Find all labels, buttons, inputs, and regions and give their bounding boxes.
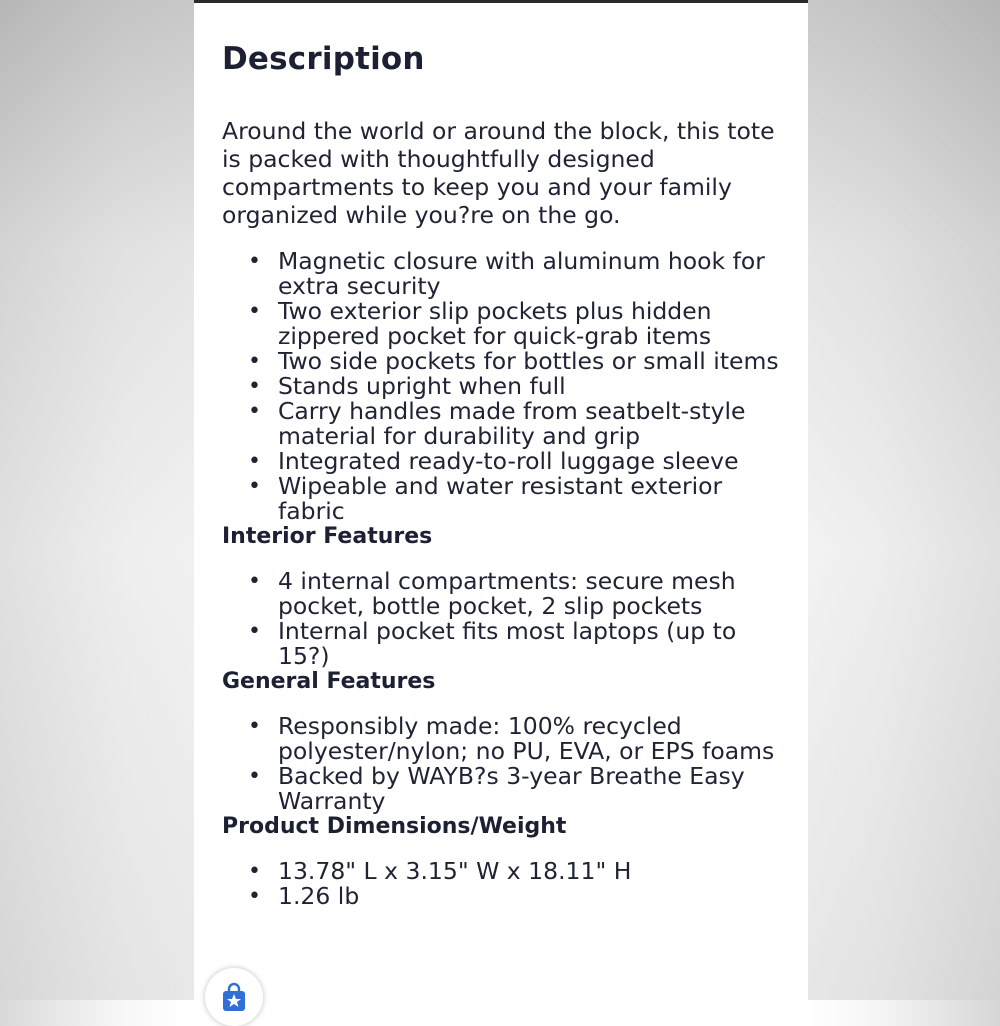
list-item: • Backed by WAYB?s 3-year Breathe Easy Warranty [278,764,792,814]
interior-features-list [222,569,792,669]
description-panel [194,0,808,1000]
feature-list [222,249,792,524]
shop-badge-button[interactable] [205,968,263,1026]
product-dimensions-heading: Product Dimensions/Weight [222,814,567,839]
list-item: • Responsibly made: 100% recycled polyester/nylon; no PU, EVA, or EPS foams [278,714,792,764]
list-item: • Wipeable and water resistant exterior fabric [278,474,792,524]
general-features-heading: General Features [222,669,436,694]
list-item: • Internal pocket fits most laptops (up to 15?) [278,619,792,669]
description-intro: Around the world or around the block, this tote is packed with thoughtfully designed compartments to keep you and your family organized while you?re on the go. [222,117,775,229]
interior-features-heading: Interior Features [222,524,433,549]
background-blur-right [808,0,1000,1000]
product-dimensions-list [222,859,792,909]
list-item: • 4 internal compartments: secure mesh pocket, bottle pocket, 2 slip pockets [278,569,792,619]
list-item: • 13.78" L x 3.15" W x 18.11" H [278,859,792,884]
background-blur-left [0,0,194,1000]
list-item: • Integrated ready-to-roll luggage sleeve [278,449,792,474]
list-item: • Stands upright when full [278,374,792,399]
shopping-bag-star-icon [220,982,248,1012]
list-item: • Two exterior slip pockets plus hidden zippered pocket for quick-grab items [278,299,792,349]
list-item: • 1.26 lb [278,884,792,909]
description-content [222,41,792,909]
general-features-list [222,714,792,814]
description-title: Description [222,41,425,77]
list-item: • Magnetic closure with aluminum hook for extra security [278,249,792,299]
list-item: • Two side pockets for bottles or small items [278,349,792,374]
list-item: • Carry handles made from seatbelt-style material for durability and grip [278,399,792,449]
